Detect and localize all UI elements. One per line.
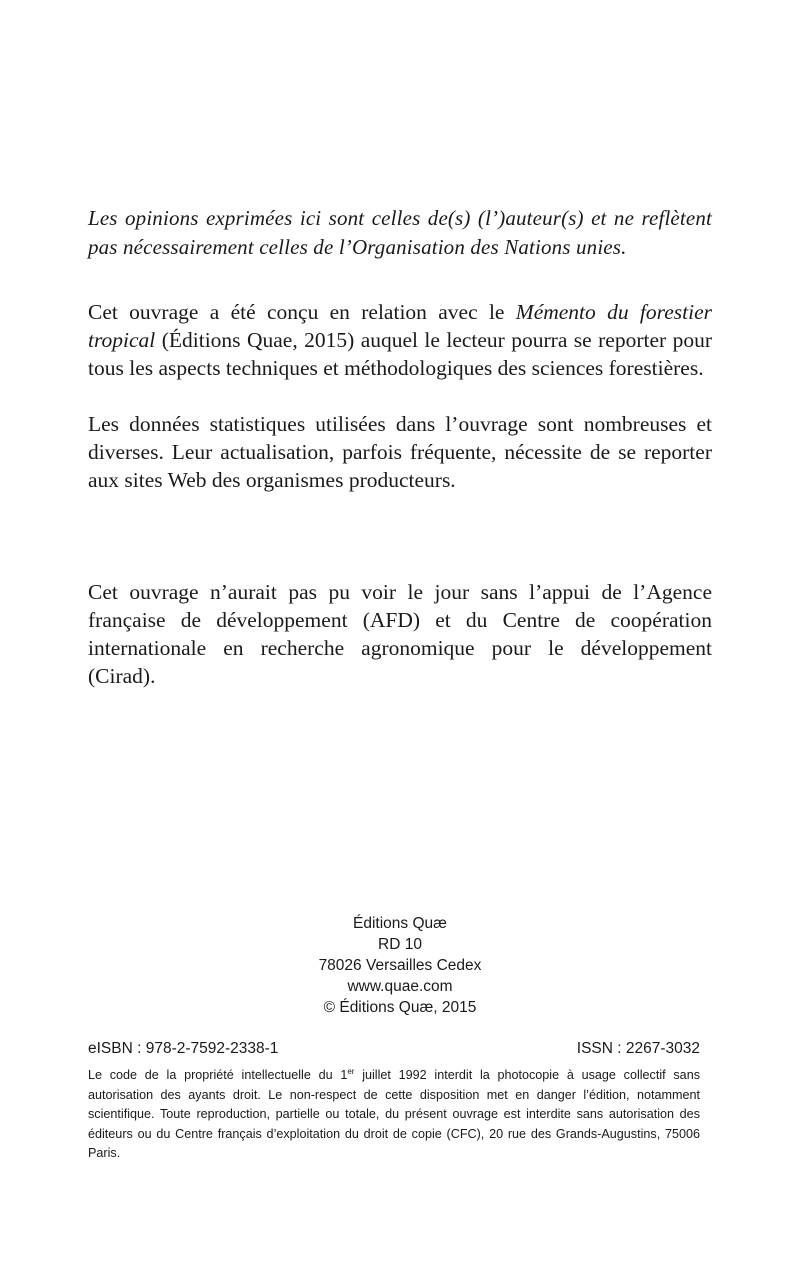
publisher-copyright: © Éditions Quæ, 2015 <box>323 999 477 1016</box>
publisher-city: 78026 Versailles Cedex <box>318 957 482 974</box>
publisher-website: www.quae.com <box>347 978 453 995</box>
legal-notice <box>88 1066 700 1164</box>
relation-paragraph <box>88 298 712 382</box>
identifiers-row <box>88 1038 700 1059</box>
issn: ISSN : 2267-3032 <box>576 1040 700 1057</box>
relation-text-before: Cet ouvrage a été conçu en relation avec le <box>88 300 516 324</box>
legal-superscript: er <box>347 1067 355 1076</box>
publisher-block <box>0 913 800 1018</box>
statistics-paragraph: Les données statistiques utilisées dans l’ouvrage sont nombreuses et diverses. Leur actualisation, parfois fréquente, nécessite de se reporter aux sites Web des organismes producteurs. <box>88 412 712 492</box>
disclaimer-paragraph: Les opinions exprimées ici sont celles de(s) (l’)auteur(s) et ne reflètent pas nécessairement celles de l’Organisation des Nations unies. <box>88 206 712 259</box>
support-paragraph: Cet ouvrage n’aurait pas pu voir le jour sans l’appui de l’Agence française de développement (AFD) et du Centre de coopération internationale en recherche agronomique pour le développement (Cirad). <box>88 580 712 688</box>
relation-text-after: (Éditions Quae, 2015) auquel le lecteur pourra se reporter pour tous les aspects techniques et méthodologiques des sciences forestières. <box>88 328 712 380</box>
eisbn: eISBN : 978-2-7592-2338-1 <box>88 1040 279 1057</box>
memento-title: Mémento du forestier tropical <box>88 300 712 352</box>
publisher-road: RD 10 <box>378 936 422 953</box>
publisher-name: Éditions Quæ <box>353 915 447 932</box>
legal-text-start: Le code de la propriété intellectuelle du 1 <box>88 1068 348 1082</box>
legal-text-rest: juillet 1992 interdit la photocopie à usage collectif sans autorisation des ayants droit. Le non-respect de cette disposition met en danger l’édition, notamment scientifique. Toute reproduction, partielle ou totale, du présent ouvrage est interdite sans autorisation des éditeurs ou du Centre français d’exploitation du droit de copie (CFC), 20 rue des Grands-Augustins, 75006 Paris. <box>88 1068 700 1160</box>
